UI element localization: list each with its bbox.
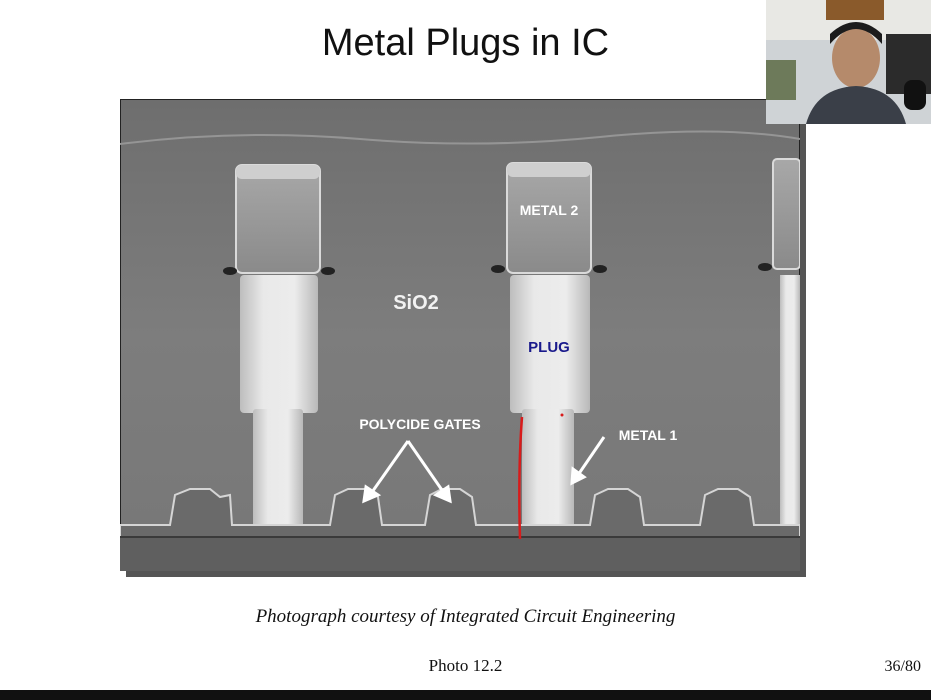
sem-photograph bbox=[120, 99, 800, 571]
bottom-bar bbox=[0, 690, 931, 700]
photo-label: Photo 12.2 bbox=[428, 656, 503, 675]
slide-title: Metal Plugs in IC bbox=[321, 22, 610, 64]
label-metal-1: METAL 1 bbox=[618, 427, 678, 443]
label-metal-2: METAL 2 bbox=[519, 202, 579, 218]
label-plug: PLUG bbox=[528, 339, 570, 356]
photo-credit: Photograph courtesy of Integrated Circuit Engineering bbox=[255, 606, 676, 627]
page-number: 36/80 bbox=[884, 658, 921, 675]
label-sio2: SiO2 bbox=[393, 292, 439, 314]
label-polycide-gates: POLYCIDE GATES bbox=[359, 416, 481, 432]
webcam-overlay bbox=[766, 0, 931, 124]
